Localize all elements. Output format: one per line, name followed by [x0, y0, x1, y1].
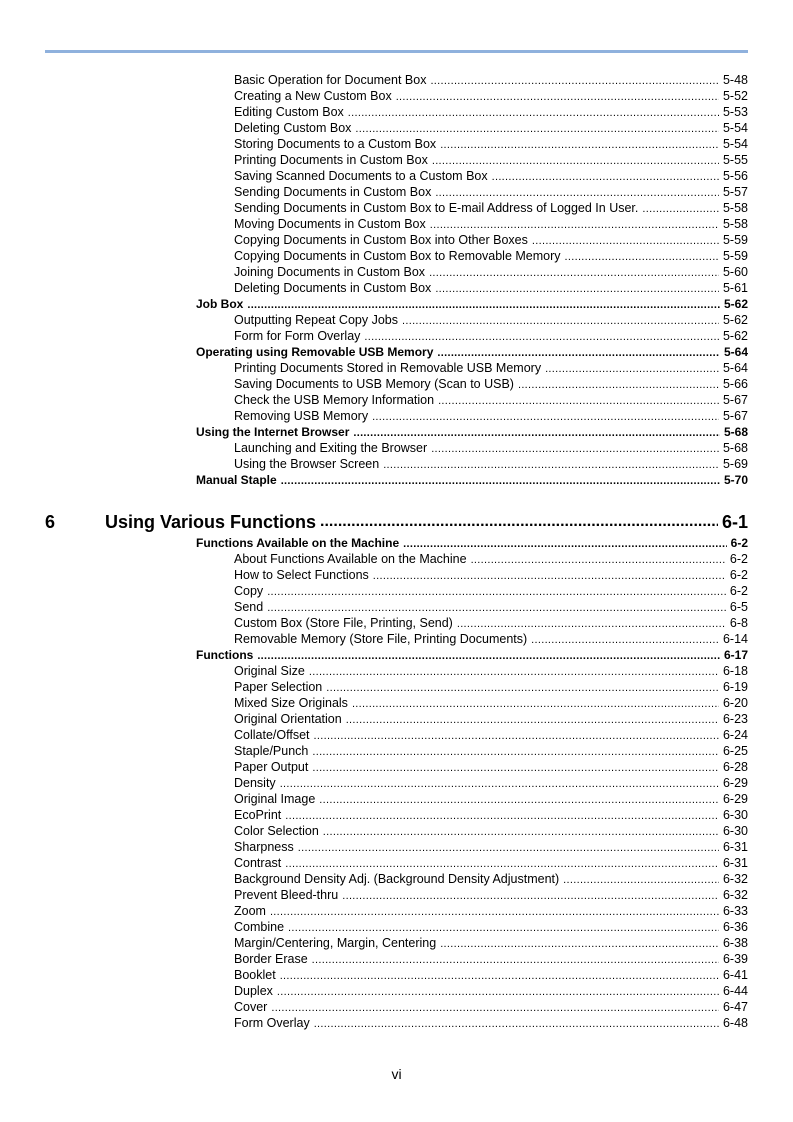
toc-entry-page: 5-57	[722, 185, 748, 199]
toc-entry-page: 6-14	[722, 632, 748, 646]
toc-entry-title: Manual Staple	[196, 473, 277, 487]
dot-leader	[642, 201, 719, 216]
dot-leader	[353, 425, 720, 440]
toc-entry[interactable]	[234, 72, 748, 88]
toc-entry[interactable]	[234, 663, 748, 679]
toc-entry-page: 5-58	[722, 201, 748, 215]
toc-entry-title: About Functions Available on the Machine	[234, 552, 467, 566]
toc-entry-title: Collate/Offset	[234, 728, 310, 742]
toc-entry[interactable]	[234, 791, 748, 807]
dot-leader	[319, 792, 719, 807]
dot-leader	[312, 760, 719, 775]
toc-entry-page: 6-31	[722, 856, 748, 870]
toc-entry-title: Form Overlay	[234, 1016, 310, 1030]
toc-entry[interactable]	[234, 583, 748, 599]
toc-entry[interactable]	[234, 839, 748, 855]
toc-entry-page: 5-67	[722, 393, 748, 407]
toc-entry-page: 6-28	[722, 760, 748, 774]
toc-entry[interactable]	[234, 232, 748, 248]
dot-leader	[471, 552, 726, 567]
dot-leader	[402, 313, 719, 328]
toc-entry-title: Density	[234, 776, 276, 790]
toc-entry[interactable]	[234, 679, 748, 695]
toc-entry-page: 6-5	[729, 600, 748, 614]
toc-entry-page: 6-41	[722, 968, 748, 982]
toc-entry-page: 5-66	[722, 377, 748, 391]
dot-leader	[435, 281, 719, 296]
toc-entry[interactable]	[234, 168, 748, 184]
dot-leader	[373, 568, 726, 583]
toc-entry-page: 6-23	[722, 712, 748, 726]
toc-entry[interactable]	[234, 999, 748, 1015]
toc-entry-page: 6-2	[729, 584, 748, 598]
toc-entry-title: Job Box	[196, 297, 244, 311]
toc-entry-title: Operating using Removable USB Memory	[196, 345, 434, 359]
dot-leader	[437, 345, 720, 360]
toc-entry[interactable]	[234, 903, 748, 919]
dot-leader	[440, 137, 719, 152]
toc-entry[interactable]	[234, 919, 748, 935]
toc-entry-page: 5-62	[722, 329, 748, 343]
toc-entry-title: Sending Documents in Custom Box to E-mail Address of Logged In User.	[234, 201, 639, 215]
toc-entry-page: 6-31	[722, 840, 748, 854]
toc-entry-page: 5-53	[722, 105, 748, 119]
toc-entry-title: Combine	[234, 920, 285, 934]
toc-entry[interactable]	[234, 328, 748, 344]
toc-entry[interactable]	[234, 711, 748, 727]
dot-leader	[372, 409, 719, 424]
dot-leader	[257, 648, 720, 663]
dot-leader	[545, 361, 719, 376]
toc-entry-page: 5-60	[722, 265, 748, 279]
toc-entry-page: 5-58	[722, 217, 748, 231]
toc-section-entry[interactable]	[196, 296, 748, 312]
toc-entry-page: 5-64	[723, 345, 748, 359]
dot-leader	[271, 1000, 719, 1015]
toc-entry-page: 6-30	[722, 808, 748, 822]
toc-entry-title: Sending Documents in Custom Box	[234, 185, 432, 199]
toc-entry-page: 5-67	[722, 409, 748, 423]
toc-entry-title: Joining Documents in Custom Box	[234, 265, 426, 279]
toc-entry-title: Check the USB Memory Information	[234, 393, 435, 407]
page-number: vi	[391, 1066, 402, 1082]
dot-leader	[267, 584, 726, 599]
dot-leader	[320, 510, 718, 534]
toc-entry-title: Launching and Exiting the Browser	[234, 441, 428, 455]
toc-entry-page: 6-36	[722, 920, 748, 934]
dot-leader	[314, 1016, 719, 1031]
toc-entry[interactable]	[234, 935, 748, 951]
toc-entry[interactable]	[234, 184, 748, 200]
toc-entry-page: 5-48	[722, 73, 748, 87]
dot-leader	[430, 217, 719, 232]
chapter-number: 6	[45, 512, 56, 532]
toc-entry[interactable]	[234, 152, 748, 168]
dot-leader	[280, 968, 719, 983]
toc-entry-page: 6-2	[729, 568, 748, 582]
toc-entry[interactable]	[234, 104, 748, 120]
toc-entry-page: 6-19	[722, 680, 748, 694]
toc-entry[interactable]	[234, 456, 748, 472]
toc-entry-page: 6-18	[722, 664, 748, 678]
toc-entry-page: 6-29	[722, 776, 748, 790]
dot-leader	[403, 536, 727, 551]
dot-leader	[565, 249, 719, 264]
toc-entry[interactable]	[234, 951, 748, 967]
toc-entry-title: Contrast	[234, 856, 282, 870]
toc-entry[interactable]	[234, 264, 748, 280]
dot-leader	[281, 473, 720, 488]
toc-entry-title: Margin/Centering, Margin, Centering	[234, 936, 437, 950]
toc-entry-page: 5-62	[722, 313, 748, 327]
toc-entry-page: 6-48	[722, 1016, 748, 1030]
toc-entry-page: 5-59	[722, 233, 748, 247]
toc-entry[interactable]	[234, 695, 748, 711]
toc-entry[interactable]	[234, 136, 748, 152]
dot-leader	[429, 265, 719, 280]
toc-entry[interactable]	[234, 631, 748, 647]
toc-entry-title: Paper Selection	[234, 680, 323, 694]
toc-entry-page: 6-20	[722, 696, 748, 710]
toc-entry-page: 5-64	[722, 361, 748, 375]
dot-leader	[364, 329, 719, 344]
toc-entry[interactable]	[234, 360, 748, 376]
chapter-page: 6-1	[721, 512, 748, 532]
dot-leader	[352, 696, 719, 711]
toc-entry-title: Creating a New Custom Box	[234, 89, 392, 103]
toc-entry[interactable]	[234, 983, 748, 999]
dot-leader	[280, 776, 719, 791]
toc-entry-title: Removing USB Memory	[234, 409, 369, 423]
toc-entry-title: EcoPrint	[234, 808, 282, 822]
toc-entry-page: 6-17	[723, 648, 748, 662]
toc-entry[interactable]	[234, 775, 748, 791]
chapter-title: Using Various Functions	[105, 512, 317, 532]
dot-leader	[285, 856, 719, 871]
toc-entry-title: Functions Available on the Machine	[196, 536, 400, 550]
toc-entry[interactable]	[234, 312, 748, 328]
toc-entry-page: 6-47	[722, 1000, 748, 1014]
toc-entry[interactable]	[234, 887, 748, 903]
dot-leader	[312, 952, 719, 967]
dot-leader	[348, 105, 719, 120]
toc-entry-title: Duplex	[234, 984, 273, 998]
toc-entry-page: 5-62	[723, 297, 748, 311]
toc-section-entry[interactable]	[196, 472, 748, 488]
dot-leader	[270, 904, 719, 919]
dot-leader	[326, 680, 719, 695]
toc-entry-title: Staple/Punch	[234, 744, 309, 758]
toc-entry-page: 5-55	[722, 153, 748, 167]
toc-entry-title: How to Select Functions	[234, 568, 369, 582]
toc-entry[interactable]	[234, 855, 748, 871]
toc-entry-title: Storing Documents to a Custom Box	[234, 137, 437, 151]
toc-entry-page: 6-8	[729, 616, 748, 630]
toc-entry-title: Original Size	[234, 664, 305, 678]
dot-leader	[457, 616, 726, 631]
toc-entry[interactable]	[234, 759, 748, 775]
toc-entry[interactable]	[234, 871, 748, 887]
toc-entry-title: Saving Documents to USB Memory (Scan to USB)	[234, 377, 514, 391]
toc-section-entry[interactable]	[196, 535, 748, 551]
toc-entry-title: Cover	[234, 1000, 268, 1014]
dot-leader	[298, 840, 719, 855]
toc-entry[interactable]	[234, 967, 748, 983]
dot-leader	[323, 824, 719, 839]
dot-leader	[563, 872, 719, 887]
toc-entry-title: Functions	[196, 648, 254, 662]
toc-entry[interactable]	[234, 440, 748, 456]
toc-entry-page: 6-24	[722, 728, 748, 742]
toc-entry-title: Using the Browser Screen	[234, 457, 380, 471]
toc-entry-title: Color Selection	[234, 824, 319, 838]
toc-entry[interactable]	[234, 120, 748, 136]
toc-entry-title: Mixed Size Originals	[234, 696, 348, 710]
toc-entry[interactable]	[234, 392, 748, 408]
dot-leader	[432, 153, 719, 168]
toc-entry[interactable]	[234, 743, 748, 759]
dot-leader	[247, 297, 720, 312]
toc-entry-title: Send	[234, 600, 264, 614]
toc-entry-title: Copying Documents in Custom Box into Other Boxes	[234, 233, 528, 247]
dot-leader	[492, 169, 719, 184]
toc-entry[interactable]	[234, 551, 748, 567]
toc-entry-title: Editing Custom Box	[234, 105, 344, 119]
toc-entry-page: 6-44	[722, 984, 748, 998]
toc-entry-page: 5-61	[722, 281, 748, 295]
toc-entry-title: Copying Documents in Custom Box to Removable Memory	[234, 249, 561, 263]
toc-entry-title: Background Density Adj. (Background Density Adjustment)	[234, 872, 560, 886]
toc-entry-title: Saving Scanned Documents to a Custom Box	[234, 169, 488, 183]
toc-entry-title: Outputting Repeat Copy Jobs	[234, 313, 398, 327]
toc-entry-page: 5-52	[722, 89, 748, 103]
toc-entry-title: Original Orientation	[234, 712, 342, 726]
dot-leader	[267, 600, 726, 615]
header-rule	[45, 50, 748, 53]
toc-entry[interactable]	[234, 216, 748, 232]
toc-entry[interactable]	[234, 1015, 748, 1031]
toc-entry-page: 5-70	[723, 473, 748, 487]
toc-entry[interactable]	[234, 727, 748, 743]
toc-entry-page: 5-69	[722, 457, 748, 471]
toc-entry[interactable]	[234, 408, 748, 424]
toc-entry-title: Printing Documents in Custom Box	[234, 153, 428, 167]
toc-entry-title: Using the Internet Browser	[196, 425, 350, 439]
dot-leader	[532, 233, 719, 248]
toc-entry-page: 5-54	[722, 121, 748, 135]
toc-entry[interactable]	[234, 280, 748, 296]
toc-entry[interactable]	[234, 248, 748, 264]
toc-entry-page: 6-2	[730, 536, 748, 550]
toc-entry-title: Paper Output	[234, 760, 309, 774]
toc-entry[interactable]	[234, 615, 748, 631]
chapter-heading[interactable]	[45, 510, 750, 534]
dot-leader	[314, 728, 719, 743]
toc-entry[interactable]	[234, 376, 748, 392]
toc-entry-page: 5-68	[723, 425, 748, 439]
dot-leader	[342, 888, 719, 903]
toc-entry-page: 6-32	[722, 872, 748, 886]
toc-entry[interactable]	[234, 823, 748, 839]
toc-section-entry[interactable]	[196, 647, 748, 663]
toc-entry-page: 6-30	[722, 824, 748, 838]
toc-section-entry[interactable]	[196, 424, 748, 440]
toc-entry-title: Deleting Custom Box	[234, 121, 352, 135]
toc-entry-page: 5-68	[722, 441, 748, 455]
toc-entry-page: 6-33	[722, 904, 748, 918]
dot-leader	[440, 936, 719, 951]
dot-leader	[396, 89, 719, 104]
toc-entry-title: Copy	[234, 584, 264, 598]
toc-entry-title: Deleting Documents in Custom Box	[234, 281, 432, 295]
dot-leader	[285, 808, 719, 823]
dot-leader	[531, 632, 719, 647]
toc-entry-title: Sharpness	[234, 840, 294, 854]
dot-leader	[383, 457, 719, 472]
toc-entry-title: Basic Operation for Document Box	[234, 73, 427, 87]
dot-leader	[518, 377, 719, 392]
toc-entry-page: 5-54	[722, 137, 748, 151]
dot-leader	[346, 712, 719, 727]
dot-leader	[431, 441, 719, 456]
toc-entry[interactable]	[234, 200, 748, 216]
toc-section-entry[interactable]	[196, 344, 748, 360]
toc-entry-page: 6-2	[729, 552, 748, 566]
dot-leader	[309, 664, 719, 679]
toc-entry-title: Border Erase	[234, 952, 308, 966]
toc-entry-page: 6-29	[722, 792, 748, 806]
dot-leader	[438, 393, 719, 408]
toc-entry-title: Printing Documents Stored in Removable USB Memory	[234, 361, 542, 375]
toc-entry-title: Original Image	[234, 792, 316, 806]
toc-entry[interactable]	[234, 807, 748, 823]
toc-entry-page: 6-32	[722, 888, 748, 902]
toc-entry-title: Form for Form Overlay	[234, 329, 361, 343]
toc-entry-page: 5-59	[722, 249, 748, 263]
toc-entry-page: 6-39	[722, 952, 748, 966]
toc-entry[interactable]	[234, 599, 748, 615]
toc-entry-page: 6-25	[722, 744, 748, 758]
toc-entry-page: 5-56	[722, 169, 748, 183]
toc-entry-title: Zoom	[234, 904, 266, 918]
toc-entry[interactable]	[234, 567, 748, 583]
dot-leader	[277, 984, 719, 999]
toc-entry-title: Removable Memory (Store File, Printing Documents)	[234, 632, 528, 646]
dot-leader	[355, 121, 719, 136]
toc-entry-title: Custom Box (Store File, Printing, Send)	[234, 616, 453, 630]
dot-leader	[312, 744, 719, 759]
toc-entry[interactable]	[234, 88, 748, 104]
toc-entry-title: Moving Documents in Custom Box	[234, 217, 426, 231]
dot-leader	[435, 185, 719, 200]
dot-leader	[430, 73, 719, 88]
toc-entry-title: Booklet	[234, 968, 276, 982]
toc-entry-page: 6-38	[722, 936, 748, 950]
toc-entry-title: Prevent Bleed-thru	[234, 888, 339, 902]
dot-leader	[288, 920, 719, 935]
